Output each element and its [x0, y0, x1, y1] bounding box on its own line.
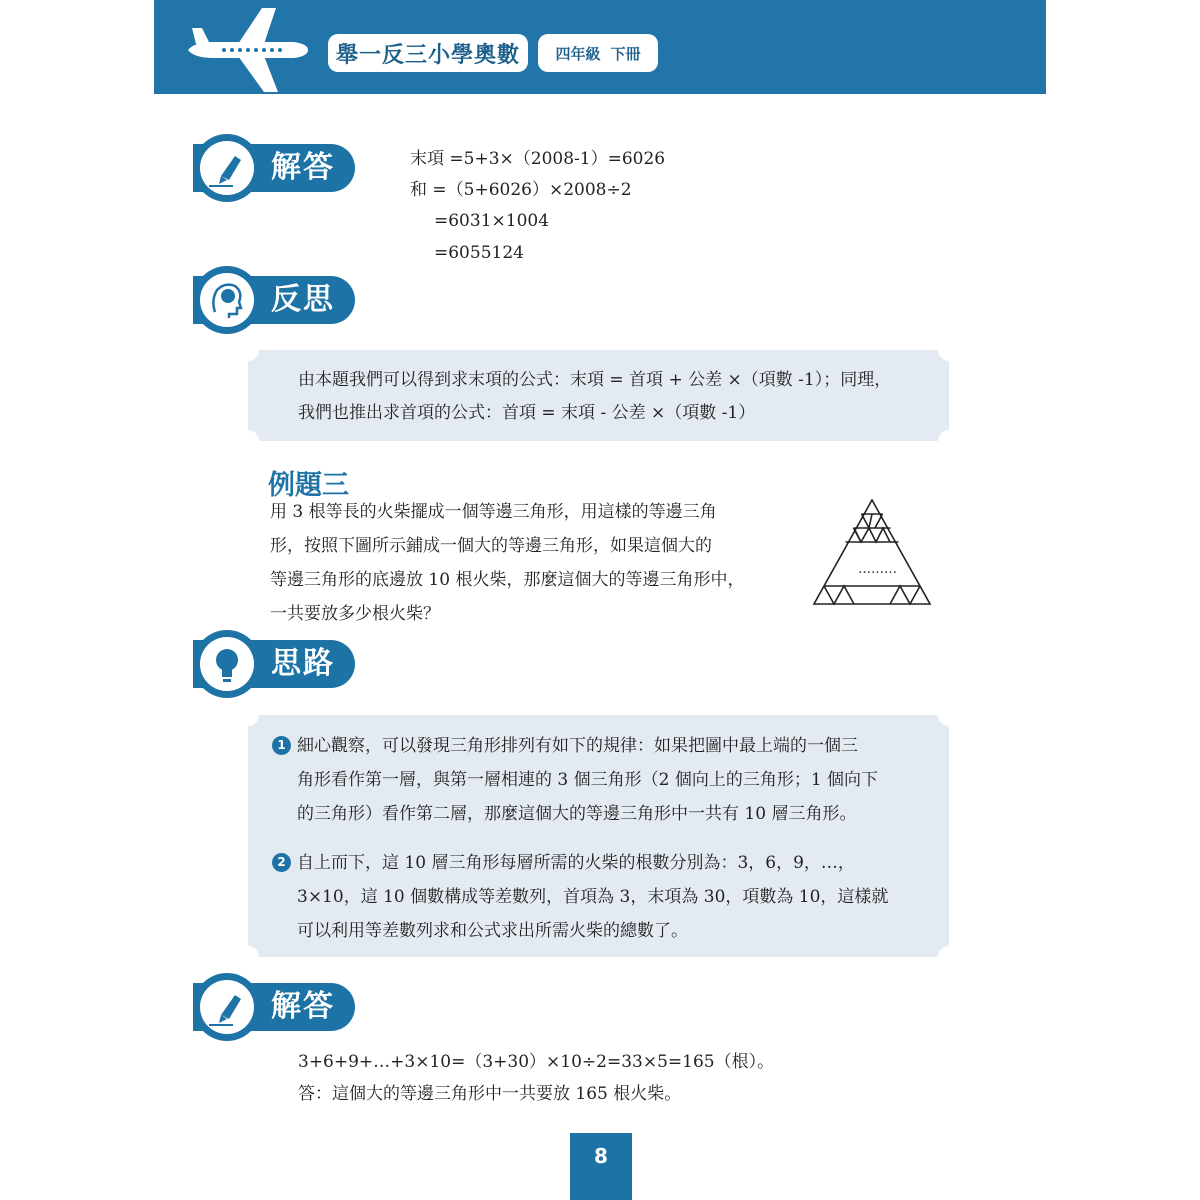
triangle-figure: [810, 496, 934, 608]
final-answer-line: 3+6+9+…+3×10=（3+30）×10÷2=33×5=165（根）。: [298, 1052, 775, 1072]
answer-line: =6031×1004: [434, 211, 550, 231]
grade-label: [538, 34, 658, 72]
approach-line: 3×10，這 10 個數構成等差數列，首項為 3，末項為 30，項數為 10，這樣就: [297, 887, 889, 907]
lightbulb-icon: [199, 636, 255, 692]
approach-item-1: [272, 731, 858, 762]
answer-line: 和 =（5+6026）×2008÷2: [410, 180, 632, 200]
example-title: 例題三: [268, 470, 349, 501]
volume-text: 下冊: [610, 44, 641, 63]
reflection-line: 由本題我們可以得到求末項的公式：末項 = 首項 + 公差 ×（項數 -1）；同理，: [298, 370, 892, 390]
example-line: 一共要放多少根火柴？: [270, 604, 440, 624]
approach-line: 細心觀察，可以發現三角形排列有如下的規律：如果把圖中最上端的一個三: [297, 736, 858, 756]
pen-icon: [199, 979, 255, 1035]
answer-badge-2-label: 解答: [271, 989, 335, 1024]
example-line: 用 3 根等長的火柴擺成一個等邊三角形，用這樣的等邊三角: [270, 502, 717, 522]
answer-badge-label: 解答: [271, 150, 335, 185]
approach-line: 角形看作第一層，與第一層相連的 3 個三角形（2 個向上的三角形；1 個向下: [297, 770, 879, 790]
figure-ellipsis: ………: [858, 562, 897, 577]
reflection-badge-label: 反思: [271, 282, 335, 317]
step-number: 1: [272, 736, 291, 755]
final-answer-line: 答：這個大的等邊三角形中一共要放 165 根火柴。: [298, 1084, 682, 1104]
approach-badge-label: 思路: [271, 646, 335, 681]
grade-text: 四年級: [555, 44, 601, 63]
answer-line: =6055124: [434, 243, 524, 263]
answer-badge-2: [193, 983, 355, 1031]
example-line: 形，按照下圖所示鋪成一個大的等邊三角形，如果這個大的: [270, 536, 712, 556]
pen-icon: [199, 140, 255, 196]
approach-line: 自上而下，這 10 層三角形每層所需的火柴的根數分別為：3，6，9，…，: [297, 853, 855, 873]
brain-head-icon: [199, 272, 255, 328]
example-line: 等邊三角形的底邊放 10 根火柴，那麼這個大的等邊三角形中，: [270, 570, 745, 590]
answer-badge: [193, 144, 355, 192]
approach-item-2: [272, 848, 855, 879]
approach-line: 的三角形）看作第二層，那麼這個大的等邊三角形中一共有 10 層三角形。: [297, 804, 857, 824]
reflection-badge: [193, 276, 355, 324]
reflection-line: 我們也推出求首項的公式：首項 = 末項 - 公差 ×（項數 -1）: [298, 403, 756, 423]
step-number: 2: [272, 853, 291, 872]
airplane-icon: [184, 4, 314, 94]
approach-badge: [193, 640, 355, 688]
book-title: 舉一反三小學奧數: [328, 34, 528, 72]
page-number: 8: [570, 1133, 632, 1200]
approach-line: 可以利用等差數列求和公式求出所需火柴的總數了。: [297, 921, 688, 941]
answer-line: 末項 =5+3×（2008-1）=6026: [410, 149, 666, 169]
